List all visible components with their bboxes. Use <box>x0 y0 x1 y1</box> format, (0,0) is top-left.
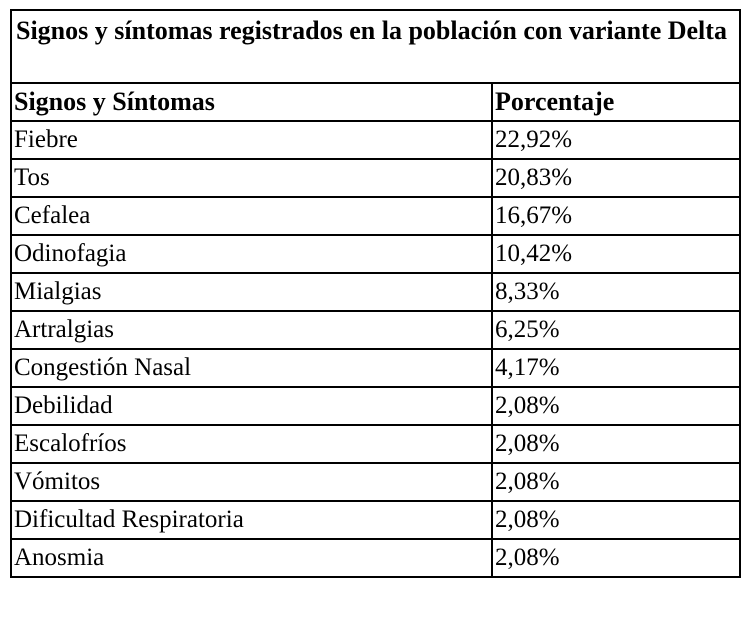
percentage-cell: 4,17% <box>492 349 740 387</box>
symptom-cell: Artralgias <box>11 311 492 349</box>
symptom-cell: Dificultad Respiratoria <box>11 501 492 539</box>
table-row <box>11 159 740 197</box>
table-row <box>11 425 740 463</box>
symptom-cell: Congestión Nasal <box>11 349 492 387</box>
table-row <box>11 197 740 235</box>
table-row <box>11 235 740 273</box>
table-row <box>11 387 740 425</box>
symptoms-table <box>10 9 741 578</box>
symptom-cell: Anosmia <box>11 539 492 577</box>
percentage-cell: 2,08% <box>492 387 740 425</box>
percentage-cell: 20,83% <box>492 159 740 197</box>
percentage-cell: 8,33% <box>492 273 740 311</box>
table-row <box>11 501 740 539</box>
percentage-cell: 10,42% <box>492 235 740 273</box>
table-row <box>11 121 740 159</box>
symptom-cell: Vómitos <box>11 463 492 501</box>
table-title-row <box>11 10 740 83</box>
symptom-cell: Cefalea <box>11 197 492 235</box>
table-row <box>11 463 740 501</box>
symptom-cell: Odinofagia <box>11 235 492 273</box>
table-row <box>11 273 740 311</box>
column-header-symptom: Signos y Síntomas <box>11 83 492 121</box>
symptom-cell: Tos <box>11 159 492 197</box>
table-row <box>11 539 740 577</box>
percentage-cell: 2,08% <box>492 539 740 577</box>
column-header-percentage: Porcentaje <box>492 83 740 121</box>
table-header-row <box>11 83 740 121</box>
symptom-cell: Fiebre <box>11 121 492 159</box>
percentage-cell: 16,67% <box>492 197 740 235</box>
table-row <box>11 311 740 349</box>
table-title: Signos y síntomas registrados en la población con variante Delta <box>11 10 740 83</box>
table-row <box>11 349 740 387</box>
percentage-cell: 2,08% <box>492 463 740 501</box>
symptom-cell: Debilidad <box>11 387 492 425</box>
symptom-cell: Escalofríos <box>11 425 492 463</box>
percentage-cell: 6,25% <box>492 311 740 349</box>
symptom-cell: Mialgias <box>11 273 492 311</box>
percentage-cell: 22,92% <box>492 121 740 159</box>
percentage-cell: 2,08% <box>492 501 740 539</box>
percentage-cell: 2,08% <box>492 425 740 463</box>
